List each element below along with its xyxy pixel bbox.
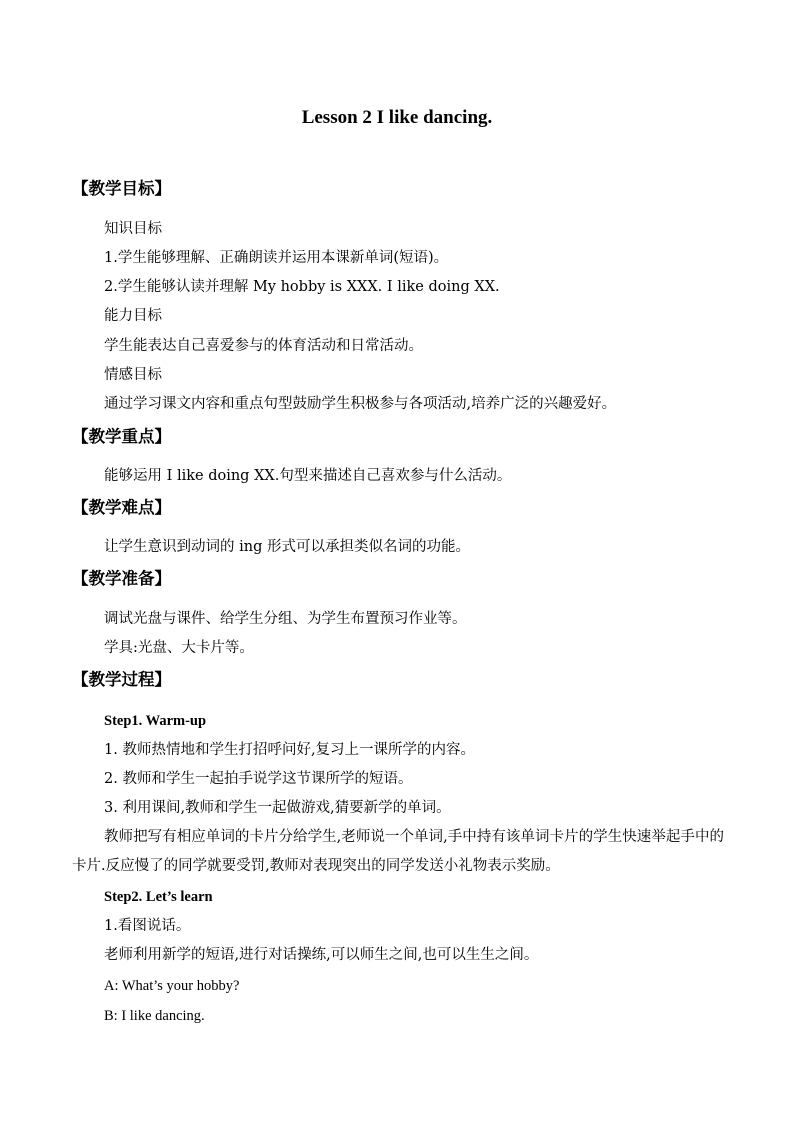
knowledge-goal-label: 知识目标: [104, 221, 162, 237]
step1-item-2: 2. 教师和学生一起拍手说学这节课所学的短语。: [104, 771, 413, 787]
ability-goal-text: 学生能表达自己喜爱参与的体育活动和日常活动。: [104, 338, 423, 354]
difficulties-heading: 【教学难点】: [72, 498, 171, 517]
key-points-text: 能够运用 I like doing XX.句型来描述自己喜欢参与什么活动。: [104, 468, 512, 484]
step1-item-3: 3. 利用课间,教师和学生一起做游戏,猜要新学的单词。: [104, 800, 451, 816]
step2-title: Step2. Let’s learn: [104, 889, 213, 905]
step2-text: 老师利用新学的短语,进行对话操练,可以师生之间,也可以生生之间。: [104, 947, 539, 963]
ability-goal-label: 能力目标: [104, 308, 162, 324]
knowledge-goal-item-1: 1.学生能够理解、正确朗读并运用本课新单词(短语)。: [104, 250, 449, 266]
knowledge-goal-item-2: 2.学生能够认读并理解 My hobby is XXX. I like doing XX.: [104, 279, 500, 295]
preparation-text-2: 学具:光盘、大卡片等。: [104, 640, 254, 656]
step1-paragraph: 教师把写有相应单词的卡片分给学生,老师说一个单词,手中持有该单词卡片的学生快速举起手中的卡片.反应慢了的同学就要受罚,教师对表现突出的同学发送小礼物表示奖励。: [72, 829, 724, 874]
process-heading: 【教学过程】: [72, 670, 171, 689]
emotion-goal-label: 情感目标: [104, 367, 162, 383]
lesson-title: Lesson 2 I like dancing.: [301, 107, 493, 128]
dialog-line-a: A: What’s your hobby?: [104, 978, 240, 994]
step1-item-1: 1. 教师热情地和学生打招呼问好,复习上一课所学的内容。: [104, 742, 476, 758]
objectives-heading: 【教学目标】: [72, 179, 171, 198]
step2-item-1: 1.看图说话。: [104, 918, 191, 934]
difficulties-text: 让学生意识到动词的 ing 形式可以承担类似名词的功能。: [104, 539, 470, 555]
key-points-heading: 【教学重点】: [72, 427, 171, 446]
dialog-line-b: B: I like dancing.: [104, 1008, 205, 1024]
step1-title: Step1. Warm-up: [104, 713, 207, 729]
preparation-text-1: 调试光盘与课件、给学生分组、为学生布置预习作业等。: [104, 611, 467, 627]
emotion-goal-text: 通过学习课文内容和重点句型鼓励学生积极参与各项活动,培养广泛的兴趣爱好。: [104, 396, 617, 412]
preparation-heading: 【教学准备】: [72, 569, 171, 588]
